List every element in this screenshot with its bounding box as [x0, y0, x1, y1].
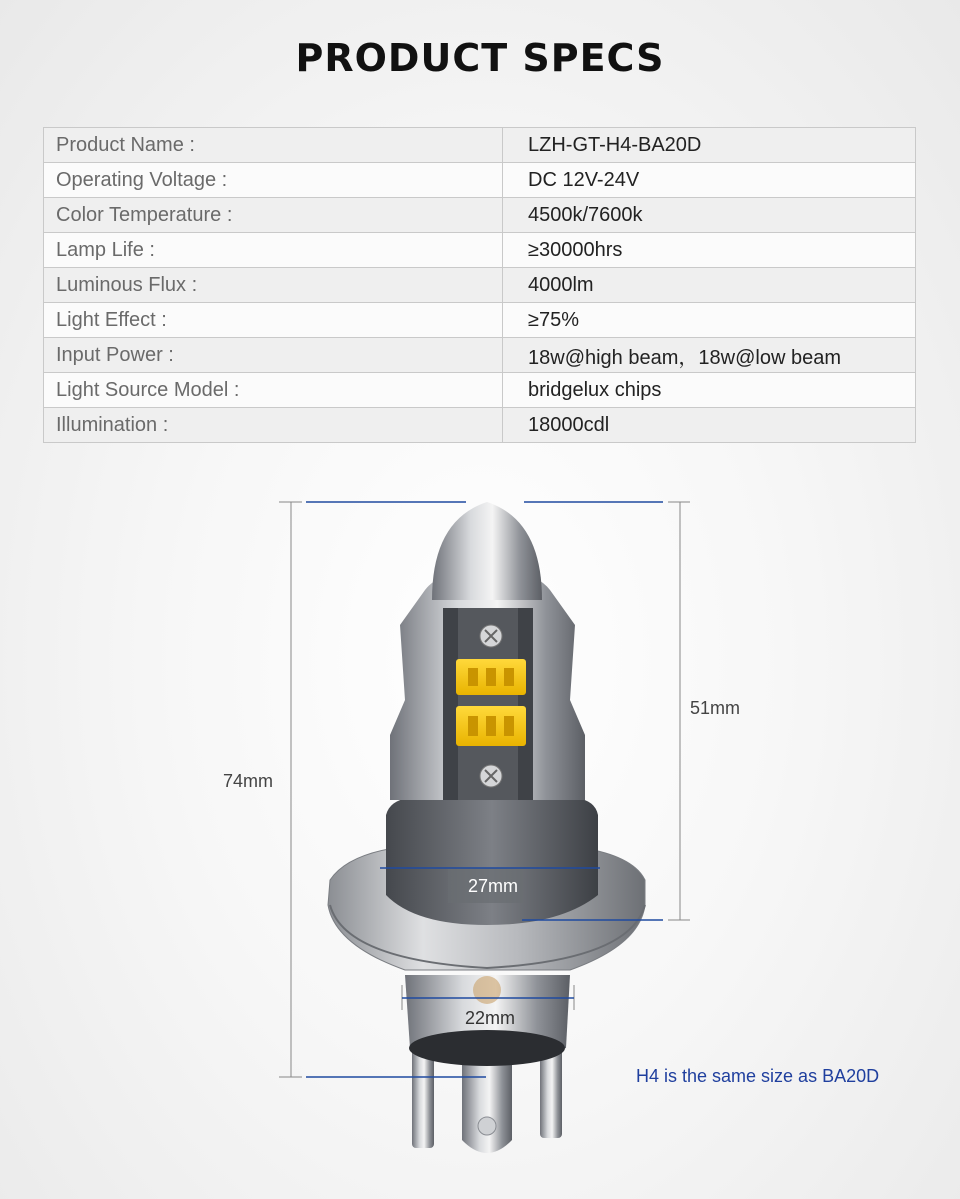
- spec-label: Color Temperature :: [44, 198, 503, 233]
- page-title: PRODUCT SPECS: [295, 36, 665, 80]
- spec-label: Input Power :: [44, 338, 503, 373]
- spec-label: Operating Voltage :: [44, 163, 503, 198]
- pin-hole: [478, 1117, 496, 1135]
- spec-label: Light Source Model :: [44, 373, 503, 408]
- bulb-pin-left: [412, 1048, 434, 1148]
- spec-value: 18000cdl: [503, 408, 916, 443]
- spec-label: Luminous Flux :: [44, 268, 503, 303]
- spec-label: Illumination :: [44, 408, 503, 443]
- spec-value: ≥30000hrs: [503, 233, 916, 268]
- led-chip-top: [456, 659, 526, 695]
- spec-value: ≥75%: [503, 303, 916, 338]
- bulb-pin-right: [540, 1048, 562, 1138]
- spec-value: 4000lm: [503, 268, 916, 303]
- bulb-cap: [432, 502, 542, 600]
- dimension-total-height: 74mm: [223, 771, 274, 791]
- led-chip-bottom: [456, 706, 526, 746]
- spec-label: Light Effect :: [44, 303, 503, 338]
- bulb-pin-center: [462, 1060, 512, 1153]
- spec-value: 18w@high beam，18w@low beam: [503, 338, 916, 373]
- spec-value: LZH-GT-H4-BA20D: [503, 128, 916, 163]
- spec-label: Product Name :: [44, 128, 503, 163]
- size-note: H4 is the same size as BA20D: [636, 1066, 880, 1086]
- dimension-upper-height: 51mm: [690, 698, 741, 718]
- dimension-collar-width: 27mm: [468, 876, 519, 896]
- spec-value: bridgelux chips: [503, 373, 916, 408]
- dimension-base-width: 22mm: [465, 1008, 516, 1028]
- spec-label: Lamp Life :: [44, 233, 503, 268]
- spec-value: 4500k/7600k: [503, 198, 916, 233]
- spec-value: DC 12V-24V: [503, 163, 916, 198]
- bulb-collar: [386, 798, 598, 925]
